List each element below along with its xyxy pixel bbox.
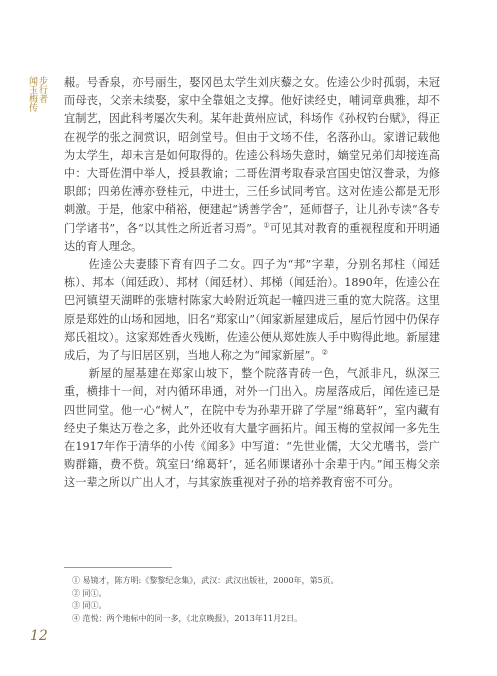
book-title: 步行者: [37, 76, 47, 103]
running-head-book-title: [27, 76, 47, 112]
footnote-1: ① 易镜才，陈方明:《黎黎纪念集》，武汉：武汉出版社，2000年，第5页。: [72, 576, 339, 585]
paragraph-1-text: 赧。号香泉，亦号丽生，娶冈邑太学生刘庆藜之女。佐逵公少时孤弱，未冠而母丧，父亲未续娶，家中全靠姐之支撑。他好读经史，哺词章典雅，却不宜制艺，因此科考屡次失利。某年赴黄州应试，科场作《孙权钓台赋》，得正在视学的张之洞赏识，昭剑堂号。但由于文场不佳，名落孙山。家谱记载他为太学生，却未言是如何取得的。佐逵公科场失意时，嫡堂兄弟们却接连高中：大哥佐渭中举人，授县教谕；二哥佐渭考取春录宫国史馆汉誊录，为修职郎；四弟佐溥亦登桂元，中进士，三任乡试同考官。这对佐逵公都是无形刺激。于是，他家中稍裕，便建起“诱善学舍”，延师督子，让儿孙专读“各专门学诸书”，各“以其性之所近者习焉”。: [64, 76, 440, 235]
footnote-ref-2[interactable]: ②: [321, 348, 328, 357]
footnote-ref-1[interactable]: ①: [263, 220, 270, 229]
paragraph-1-tail: 可见其对教育的重视程度和开明通达的育人理念。: [64, 221, 440, 253]
footnote-divider: [64, 567, 172, 568]
footnotes: [72, 575, 432, 625]
paragraph-2-text: 佐逵公夫妻膝下育有四子二女。四子为“邦”字辈，分别名邦柱（闻廷栋）、邦本（闻廷政）、邦材（闻廷材）、邦梯（闻廷治）。1890年，佐逵公在巴河镇望天湖畔的张塘村陈家大岭附近筑起一幢四进三重的宽大院落。这里原是郑姓的山场和园地，旧名“郑家山”（闻家新屋建成后，屋后竹园中仍保存郑氏祖坟）。这家郑姓香火残断，佐逵公便从郑姓族人手中购得此地。新屋建成后，为了与旧居区别，当地人称之为“闻家新屋”。: [64, 258, 440, 363]
paragraph-1: [64, 74, 440, 256]
body-text: [64, 74, 440, 493]
chapter-title: 闻玉梅传: [27, 76, 37, 112]
paragraph-3-text: 新屋的屋基建在郑家山坡下，整个院落青砖一色，气派非凡，纵深三重，横排十一间，对内循环串通，对外一门出入。房屋落成后，闻佐逵已是四世同堂。他一心“树人”，在院中专为孙辈开辟了学屋“绵葛轩”，室内藏有经史子集达万卷之多，此外还收有大量字画拓片。闻玉梅的堂叔闻一多先生在1917年作于清华的小传《闻多》中写道：“先世业儒，大父尤嗜书，尝广购群籍，费不赀。筑室曰‘绵葛轩’，延名师课诸孙十余辈于内。”闻玉梅父亲这一辈之所以广出人才，与其家族重视对子孙的培养教育密不可分。: [64, 367, 440, 490]
footnote-2: ② 同①。: [72, 588, 107, 598]
paragraph-3: [64, 365, 440, 492]
page-number: 12: [30, 628, 48, 644]
footnote-4: ④ 范悦：两个地标中的同一多，《北京晚报》，2013年11月2日。: [72, 613, 303, 623]
footnote-3: ③ 同①。: [72, 601, 107, 611]
paragraph-2: [64, 256, 440, 365]
